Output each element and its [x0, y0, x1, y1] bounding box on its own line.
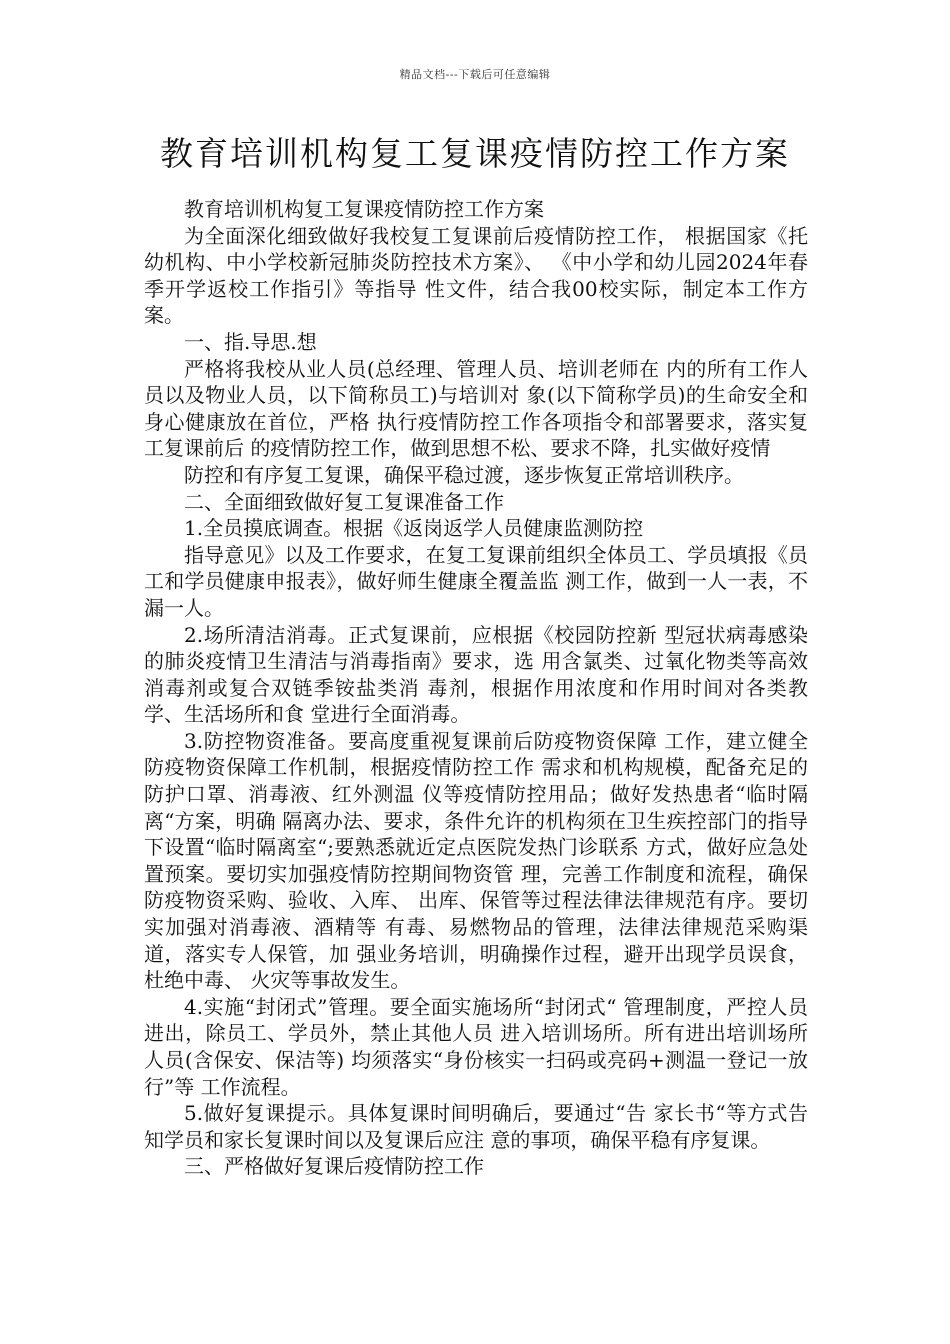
item-4: 4.实施“封闭式”管理。要全面实施场所“封闭式“ 管理制度，严控人员进出，除员工、学员外，禁止其他人员 进入培训场所。所有进出培训场所人员(含保安、保洁等) 均须落实“身份核实一扫码或亮码+测温一登记一放行”等 工作流程。: [144, 994, 808, 1099]
item-5: 5.做好复课提示。具体复课时间明确后，要通过“告 家长书“等方式告知学员和家长复课时间以及复课后应注 意的事项，确保平稳有序复课。: [144, 1101, 808, 1152]
item-1-body: 指导意见》以及工作要求，在复工复课前组织全体员工、学员填报《员工和学员健康申报表》，做好师生健康全覆盖监 测工作，做到一人一表，不漏一人。: [144, 542, 808, 620]
item-2: 2.场所清洁消毒。正式复课前，应根据《校园防控新 型冠状病毒感染的肺炎疫情卫生清洁与消毒指南》要求，选 用含氯类、过氧化物类等高效消毒剂或复合双链季铵盐类消 毒剂，根据作用浓度和作用时间对各类教学、生活场所和食 堂进行全面消毒。: [144, 622, 808, 727]
item-3: 3.防控物资准备。要高度重视复课前后防疫物资保障 工作，建立健全防疫物资保障工作机制，根据疫情防控工作 需求和机构规模，配备充足的防护口罩、消毒液、红外测温 仪等疫情防控用品；做好发热患者“临时隔离“方案，明确 隔离办法、要求，条件允许的机构须在卫生疾控部门的指导 下设置“临时隔离室“;要熟悉就近定点医院发热门诊联系 方式，做好应急处置预案。要切实加强疫情防控期间物资管 理，完善工作制度和流程，确保防疫物资采购、验收、入库、 出库、保管等过程法律法律规范有序。要切实加强对消毒液、酒精等 有毒、易燃物品的管理，法律法律规范采购渠道，落实专人保管，加 强业务培训，明确操作过程，避开出现学员误食，杜绝中毒、 火灾等事故发生。: [144, 728, 808, 993]
section-heading-2: 二、全面细致做好复工复课准备工作: [184, 489, 504, 514]
paragraph-subtitle: 教育培训机构复工复课疫情防控工作方案: [184, 197, 544, 221]
document-body: [144, 196, 808, 1180]
item-1-heading: 1.全员摸底调查。根据《返岗返学人员健康监测防控: [184, 516, 644, 541]
document-title: 教育培训机构复工复课疫情防控工作方案: [160, 134, 790, 173]
section-heading-3: 三、严格做好复课后疫情防控工作: [184, 1154, 484, 1179]
paragraph-intro: 为全面深化细致做好我校复工复课前后疫情防控工作， 根据国家《托幼机构、中小学校新冠肺炎防控技术方案》、 《中小学和幼儿园2024年春季开学返校工作指引》等指导 性文件，结合我00校实际，制定本工作方案。: [144, 223, 808, 328]
paragraph-guiding-thought: 严格将我校从业人员(总经理、管理人员、培训老师在 内的所有工作人员以及物业人员，以下简称员工)与培训对 象(以下简称学员)的生命安全和身心健康放在首位，严格 执行疫情防控工作各项指令和部署要求，落实复工复课前后 的疫情防控工作，做到思想不松、要求不降，扎实做好疫情: [144, 356, 808, 461]
paragraph-guiding-thought-cont: 防控和有序复工复课，确保平稳过渡，逐步恢复正常培训秩序。: [184, 462, 744, 487]
section-heading-1: 一、指.导思.想: [184, 329, 317, 354]
header-note: 精品文档---下载后可任意编辑: [399, 68, 551, 81]
